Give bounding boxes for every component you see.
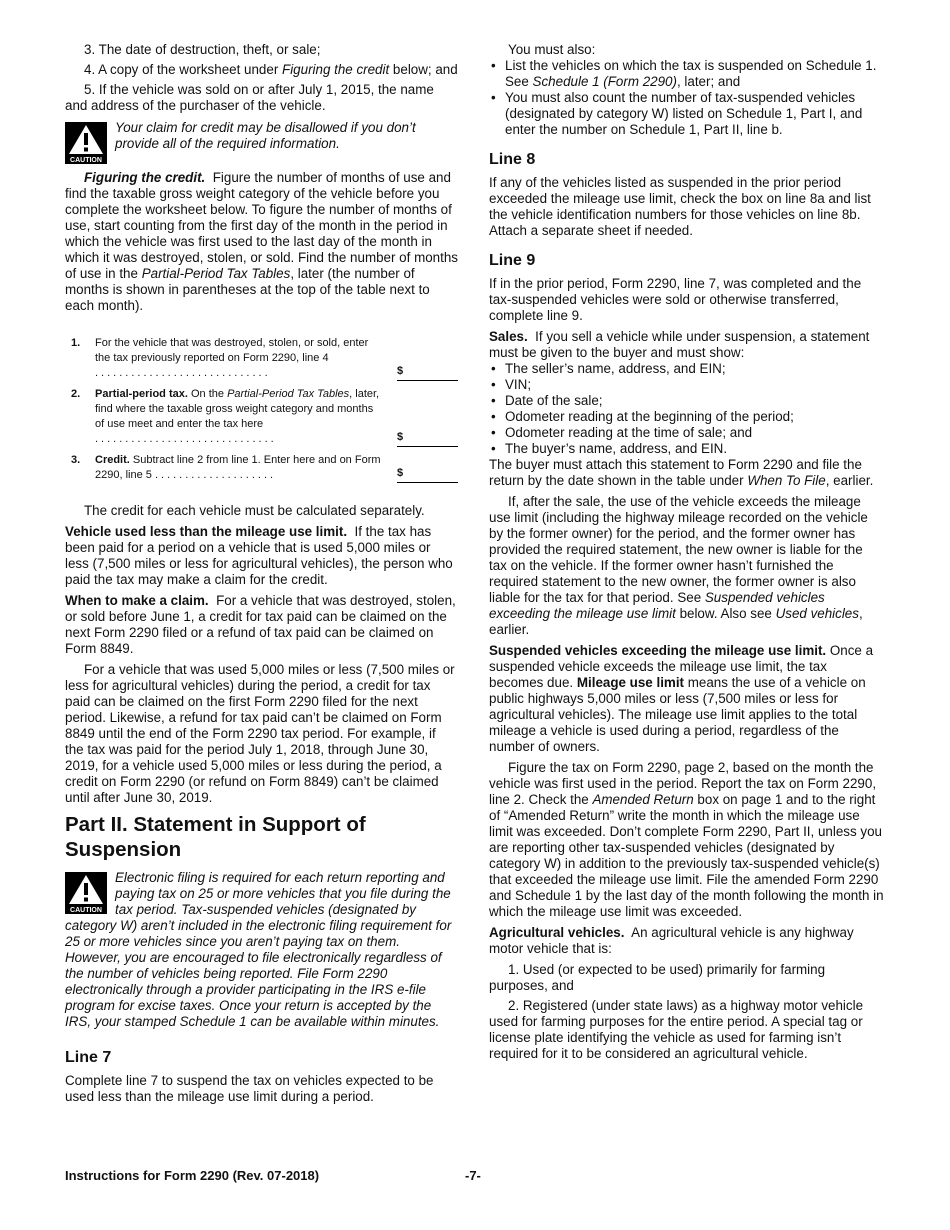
worksheet-amount-field[interactable]: $ bbox=[397, 453, 458, 483]
line8-heading: Line 8 bbox=[489, 151, 536, 168]
worksheet-row bbox=[65, 336, 458, 381]
caution-icon bbox=[65, 122, 107, 164]
worksheet-amount-field[interactable]: $ bbox=[397, 336, 458, 381]
paragraph: Vehicle used less than the mileage use limit. If the tax has been paid for a period on a vehicle that is used 5,000 miles or less (7,500 miles or less for agricultural vehicles), the person who paid the tax may make a claim for the credit. bbox=[65, 524, 453, 587]
worksheet-amount-field[interactable]: $ bbox=[397, 387, 458, 447]
caution-icon bbox=[65, 872, 107, 914]
left-column bbox=[65, 42, 458, 1110]
list-item: • List the vehicles on which the tax is suspended on Schedule 1. See Schedule 1 (Form 2290), later; and bbox=[489, 58, 884, 90]
list-item: • The seller’s name, address, and EIN; bbox=[489, 361, 884, 377]
part2-heading: Part II. Statement in Support of Suspension bbox=[65, 813, 366, 861]
worksheet-row-number: 3. bbox=[71, 454, 81, 466]
worksheet-row-text: Credit. Subtract line 2 from line 1. Enter here and on Form 2290, line 5 .................... bbox=[95, 454, 381, 481]
paragraph: Complete line 7 to suspend the tax on vehicles expected to be used less than the mileage use limit during a period. bbox=[65, 1073, 434, 1104]
list-item: 2. Registered (under state laws) as a highway motor vehicle used for farming purposes for the entire period. A special tag or license plate identifying the vehicle as used for farming isn’t required for it to be considered an agricultural vehicle. bbox=[489, 998, 864, 1061]
line9-heading: Line 9 bbox=[489, 252, 536, 269]
credit-worksheet bbox=[65, 336, 458, 483]
paragraph: The credit for each vehicle must be calculated separately. bbox=[84, 503, 425, 518]
paragraph: If, after the sale, the use of the vehicle exceeds the mileage use limit (including the highway mileage recorded on the vehicle by the former owner) for the period, and the former owner has provided the required statement, the new owner is liable for the tax on the vehicle. If the former owner hasn’t furnished the required statement to the new owner, the former owner is also liable for the tax for that period. See Suspended vehicles exceeding the mileage use limit below. Also see Used vehicles, earlier. bbox=[489, 494, 868, 637]
paragraph: Figure the tax on Form 2290, page 2, based on the month the vehicle was first used in the period. Report the tax on Form 2290, line 2. Check the Amended Return box on page 1 and to the right of “Amended Return” write the month in which the mileage use limit was exceeded. Don’t complete Form 2290, Part II, unless you are reporting other tax-suspended vehicles (designated by category W) in addition to the previously tax-suspended vehicle(s) that exceeded the mileage use limit. File the amended Form 2290 and Schedule 1 by the last day of the month following the month in which the mileage use limit was exceeded. bbox=[489, 760, 884, 919]
list-item: • The buyer’s name, address, and EIN. bbox=[489, 441, 884, 457]
list-item: • You must also count the number of tax-suspended vehicles (designated by category W) listed on Schedule 1, Part I, and enter the number on Schedule 1, Part II, line b. bbox=[489, 90, 884, 138]
paragraph: For a vehicle that was used 5,000 miles or less (7,500 miles or less for agricultural vehicles) during the period, a credit for tax paid can be claimed on the first Form 2290 filed for the next period. Likewise, a refund for tax paid can’t be claimed on Form 8849 until the end of the Form 2290 tax period. For example, if the tax was paid for the period July 1, 2018, through June 30, 2019, for a vehicle used 5,000 miles or less during the period, a credit on Form 2290 (or refund on Form 8849) can’t be claimed until after June 30, 2019. bbox=[65, 662, 455, 805]
list-item: 1. Used (or expected to be used) primarily for farming purposes, and bbox=[489, 962, 826, 993]
paragraph: Suspended vehicles exceeding the mileage use limit. Once a suspended vehicle exceeds the mileage use limit, the tax becomes due. Mileage use limit means the use of a vehicle on public highways 5,000 miles or less (7,500 miles or less for agricultural vehicles). The mileage use limit applies to the total mileage a vehicle is used during a period, regardless of the number of owners. bbox=[489, 643, 874, 754]
paragraph: Sales. If you sell a vehicle while under suspension, a statement must be given to the buyer and must show: bbox=[489, 329, 870, 360]
paragraph: If in the prior period, Form 2290, line 7, was completed and the tax-suspended vehicles were sold or otherwise transferred, complete line 9. bbox=[489, 276, 862, 323]
paragraph: Agricultural vehicles. An agricultural vehicle is any highway motor vehicle that is: bbox=[489, 925, 854, 956]
paragraph: When to make a claim. For a vehicle that was destroyed, stolen, or sold before June 1, a credit for tax paid can be claimed on the next Form 2290 filed or a refund of tax paid can be claimed on Form 8849. bbox=[65, 593, 456, 656]
list-item: • Odometer reading at the beginning of the period; bbox=[489, 409, 884, 425]
form-label: Instructions for Form 2290 (Rev. 07-2018) bbox=[65, 1168, 320, 1183]
sales-list bbox=[489, 361, 884, 457]
line7-heading: Line 7 bbox=[65, 1049, 112, 1066]
must-also-list bbox=[489, 58, 884, 138]
right-column bbox=[489, 42, 884, 1066]
figuring-credit-paragraph: Figuring the credit. Figure the number of months of use and find the taxable gross weight category of the vehicle before you complete the worksheet below. To figure the number of months of use, start counting from the first day of the month in the period in which the vehicle was first used to the last day of the month in which it was destroyed, stolen, or sold. Find the number of months of use in the Partial-Period Tax Tables, later (the number of months is shown in parentheses at the top of the table next to each month). bbox=[65, 170, 458, 313]
worksheet-row-text: For the vehicle that was destroyed, stolen, or sold, enter the tax previously reported on Form 2290, line 4 ............................. bbox=[95, 337, 369, 379]
paragraph: You must also: bbox=[508, 42, 596, 57]
list-item: • Date of the sale; bbox=[489, 393, 884, 409]
caution-note bbox=[65, 120, 458, 164]
list-item: • Odometer reading at the time of sale; and bbox=[489, 425, 884, 441]
list-item: 4. A copy of the worksheet under Figuring the credit below; and bbox=[84, 62, 458, 77]
paragraph: The buyer must attach this statement to Form 2290 and file the return by the date shown in the table under When To File, earlier. bbox=[489, 457, 874, 488]
paragraph: If any of the vehicles listed as suspended in the prior period exceeded the mileage use limit, check the box on line 8a and list the vehicle identification numbers for those vehicles on line 8b. Attach a separate sheet if needed. bbox=[489, 175, 871, 238]
worksheet-row-number: 1. bbox=[71, 337, 81, 349]
list-item: 3. The date of destruction, theft, or sale; bbox=[84, 42, 321, 57]
svg-text:CAUTION: CAUTION bbox=[70, 157, 102, 164]
caution-note bbox=[65, 870, 458, 1030]
worksheet-row bbox=[65, 453, 458, 483]
worksheet-row-number: 2. bbox=[71, 388, 81, 400]
caution-text: Your claim for credit may be disallowed if you don’t provide all of the required information. bbox=[115, 120, 416, 151]
list-item: 5. If the vehicle was sold on or after July 1, 2015, the name and address of the purchaser of the vehicle. bbox=[65, 82, 434, 113]
worksheet-row bbox=[65, 387, 458, 447]
worksheet-row-text: Partial-period tax. On the Partial-Period Tax Tables, later, find where the taxable gross weight category and months of use meet and enter the tax here .............................. bbox=[95, 388, 380, 445]
caution-text: Electronic filing is required for each return reporting and paying tax on 25 or more vehicles that you file during the tax period. Tax-suspended vehicles (designated by category W) aren’t included in the electronic filing requirement for 25 or more vehicles since you aren’t paying tax on them. However, you are encouraged to file electronically regardless of the number of vehicles being reported. File Form 2290 electronically through a provider participating in the IRS e-file program for excise taxes. Once your return is accepted by the IRS, your stamped Schedule 1 can be available within minutes. bbox=[65, 870, 452, 1029]
list-item: • VIN; bbox=[489, 377, 884, 393]
page-number: -7- bbox=[465, 1168, 481, 1183]
svg-text:CAUTION: CAUTION bbox=[70, 907, 102, 914]
